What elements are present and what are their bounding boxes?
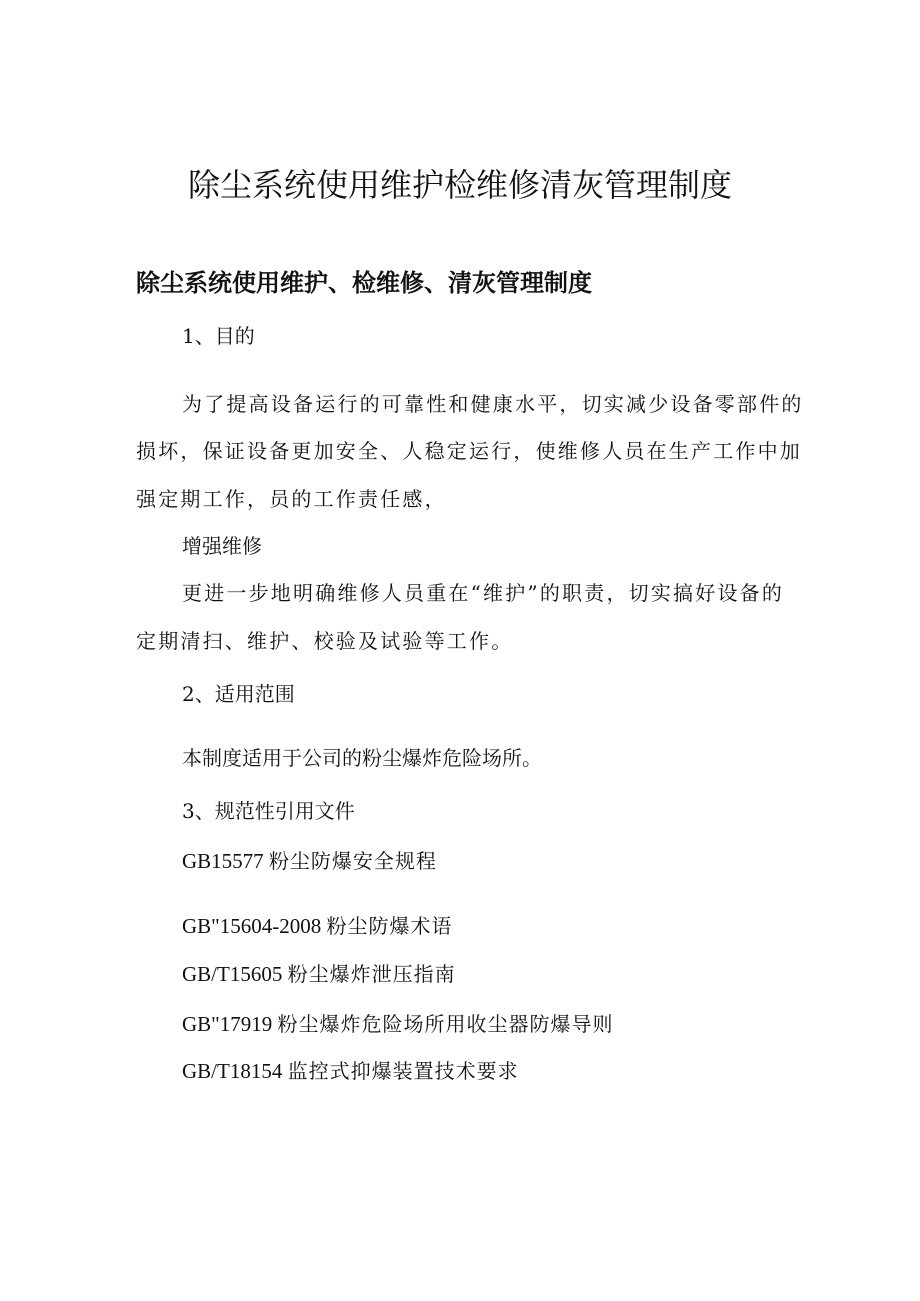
reference-code: GB"17919 [182,1012,273,1036]
section-scope-heading: 2、适用范围 [182,682,295,706]
reference-desc: 粉尘爆炸泄压指南 [287,962,456,986]
reference-desc: 粉尘爆炸危险场所用收尘器防爆导则 [277,1012,614,1036]
section-purpose-heading: 1、目的 [182,324,255,348]
reference-item [182,958,456,987]
reference-item [182,845,437,874]
reference-desc: 粉尘防爆术语 [326,914,453,938]
section-references-heading: 3、规范性引用文件 [182,799,355,823]
reference-code: GB"15604-2008 [182,914,322,938]
scope-text: 本制度适用于公司的粉尘爆炸危险场所。 [182,746,542,770]
reference-code: GB15577 [182,849,264,873]
reference-item [182,1055,519,1084]
reference-desc: 粉尘防爆安全规程 [268,849,437,873]
maintenance-heading: 增强维修 [182,534,262,558]
reference-desc: 监控式抑爆装置技术要求 [287,1059,519,1083]
document-subtitle: 除尘系统使用维护、检维修、清灰管理制度 [136,269,592,297]
reference-code: GB/T18154 [182,1059,283,1083]
purpose-paragraph-line: 强定期工作，员的工作责任感， [136,487,447,511]
purpose-paragraph-line: 损坏，保证设备更加安全、人稳定运行，使维修人员在生产工作中加 [136,439,802,463]
maintenance-paragraph-line: 定期清扫、维护、校验及试验等工作。 [136,629,514,653]
maintenance-paragraph-line: 更进一步地明确维修人员重在“维护”的职责，切实搞好设备的 [182,581,785,605]
reference-code: GB/T15605 [182,962,283,986]
document-title: 除尘系统使用维护检维修清灰管理制度 [187,166,732,204]
reference-item [182,910,453,939]
reference-item [182,1008,614,1037]
purpose-paragraph-line: 为了提高设备运行的可靠性和健康水平，切实减少设备零部件的 [182,392,804,416]
